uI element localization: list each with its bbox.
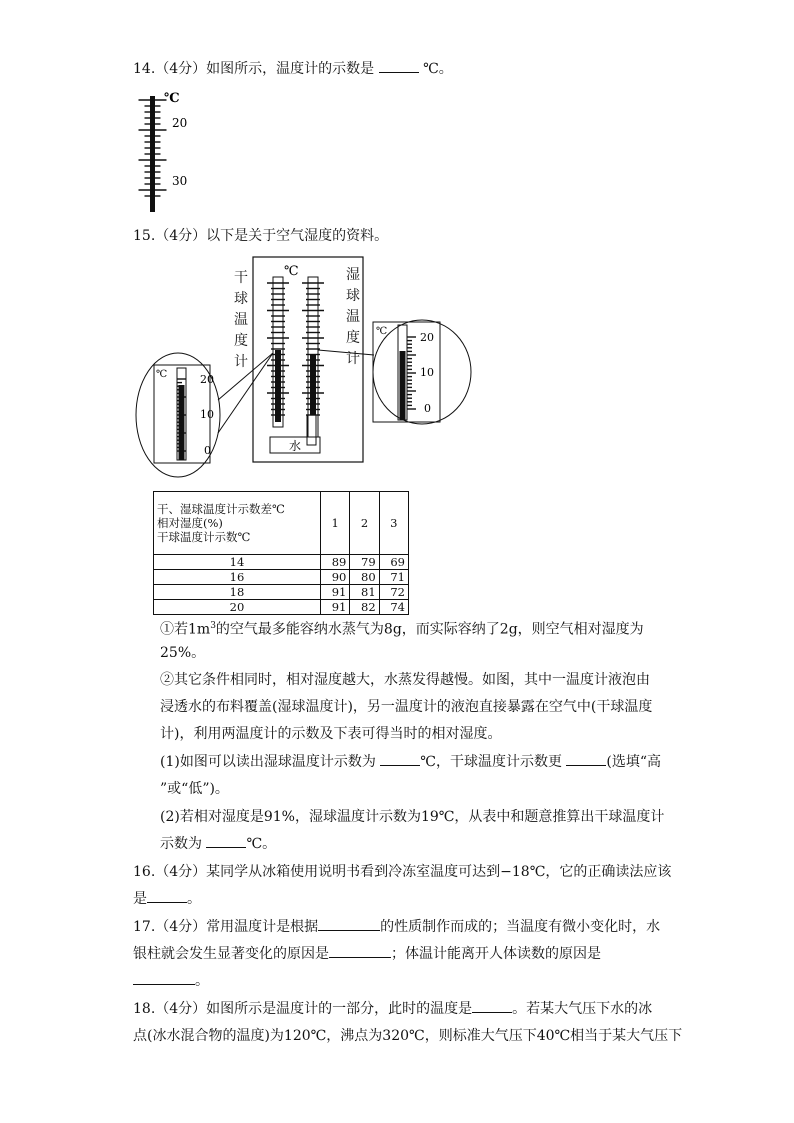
- q15-sub1-line2: ”或“低”)。: [160, 781, 229, 797]
- wet-zoom-tick-20: 20: [420, 331, 434, 344]
- col-header: 2: [350, 492, 379, 555]
- q14-tick-20: 20: [172, 116, 188, 130]
- table-row: 16 90 80 71: [154, 570, 409, 585]
- dry-zoom-unit: ℃: [156, 369, 168, 380]
- wet-reading-blank[interactable]: [380, 751, 420, 766]
- q17-reason-blank[interactable]: [329, 943, 391, 958]
- q18-line1: 18.（4分）如图所示是温度计的一部分，此时的温度是 。若某大气压下水的冰: [133, 998, 652, 1020]
- dry-thermometer-liquid: [275, 350, 281, 422]
- wet-bulb-label: 湿 球 温 度 计: [346, 267, 360, 367]
- water-label: 水: [289, 439, 302, 453]
- q15-para1-line2: 25%。: [160, 645, 206, 661]
- q18-answer-blank[interactable]: [472, 998, 512, 1013]
- q15-para2-line3: 计)，利用两温度计的示数及下表可得当时的相对湿度。: [160, 726, 502, 742]
- wet-thermometer-liquid: [310, 355, 316, 415]
- q18-line2: 点(冰水混合物的温度)为120℃，沸点为320℃，则标准大气压下40℃相当于某大气压下: [133, 1028, 683, 1044]
- wet-zoom-tick-10: 10: [420, 366, 434, 379]
- dry-bulb-label: 干 球 温 度 计: [234, 270, 248, 370]
- humidity-table: [153, 491, 409, 615]
- q14-tick-30: 30: [172, 174, 188, 188]
- q15-para1-line1: ①若$1m^3$的空气最多能容纳水蒸气为8g，而实际容纳了2g，则空气相对湿度为: [160, 621, 644, 638]
- q17-clinical-blank[interactable]: [133, 970, 195, 985]
- q14-answer-blank[interactable]: [379, 58, 419, 73]
- q14-question: 14.（4分）如图所示，温度计的示数是 ℃。: [133, 58, 453, 80]
- table-header-row: [154, 492, 409, 555]
- wet-zoom-unit: ℃: [376, 326, 388, 337]
- q14-unit-label: ℃: [164, 91, 180, 106]
- dry-reading-blank[interactable]: [206, 833, 246, 848]
- q15-hygrometer-figure: [130, 255, 490, 480]
- q17-line2: 银柱就会发生显著变化的原因是 ；体温计能离开人体读数的原因是: [133, 943, 601, 965]
- q15-sub1-line1: (1)如图可以读出湿球温度计示数为 ℃，干球温度计示数更 (选填“高: [160, 751, 661, 773]
- q17-line1: 17.（4分）常用温度计是根据 的性质制作而成的；当温度有微小变化时，水: [133, 916, 660, 938]
- col-header: 3: [379, 492, 408, 555]
- dry-zoom-tick-10: 10: [200, 408, 214, 421]
- q16-answer-blank[interactable]: [147, 888, 187, 903]
- dry-zoom-tick-0: 0: [204, 444, 211, 457]
- table-row: 20 91 82 74: [154, 600, 409, 615]
- q16-line1: 16.（4分）某同学从冰箱使用说明书看到冷冻室温度可达到−18℃，它的正确读法应该: [133, 864, 672, 880]
- board-unit-label: ℃: [284, 264, 299, 279]
- q15-sub2-line1: (2)若相对湿度是91%，湿球温度计示数为19℃，从表中和题意推算出干球温度计: [160, 809, 665, 825]
- wet-zoom-tick-0: 0: [424, 402, 431, 415]
- col-header: 1: [321, 492, 350, 555]
- q15-sub2-line2: 示数为 ℃。: [160, 833, 276, 855]
- q17-line3: 。: [133, 970, 209, 992]
- q16-line2: 是 。: [133, 888, 201, 910]
- table-row: 18 91 81 72: [154, 585, 409, 600]
- q15-intro: 15.（4分）以下是关于空气湿度的资料。: [133, 228, 389, 244]
- dry-comparison-blank[interactable]: [566, 751, 606, 766]
- q15-para2-line2: 浸透水的布料覆盖(湿球温度计)，另一温度计的液泡直接暴露在空气中(干球温度: [160, 699, 653, 715]
- dry-zoom-tick-20: 20: [200, 373, 214, 386]
- q17-principle-blank[interactable]: [318, 916, 380, 931]
- q15-para2-line1: ②其它条件相同时，相对湿度越大，水蒸发得越慢。如图，其中一温度计液泡由: [160, 672, 650, 688]
- q14-thermometer-figure: [128, 88, 198, 218]
- table-row: 14 89 79 69: [154, 555, 409, 570]
- wet-zoom-liquid: [400, 351, 406, 420]
- table-corner-header: 干、湿球温度计示数差℃ 相对湿度(%) 干球温度计示数℃: [154, 492, 321, 555]
